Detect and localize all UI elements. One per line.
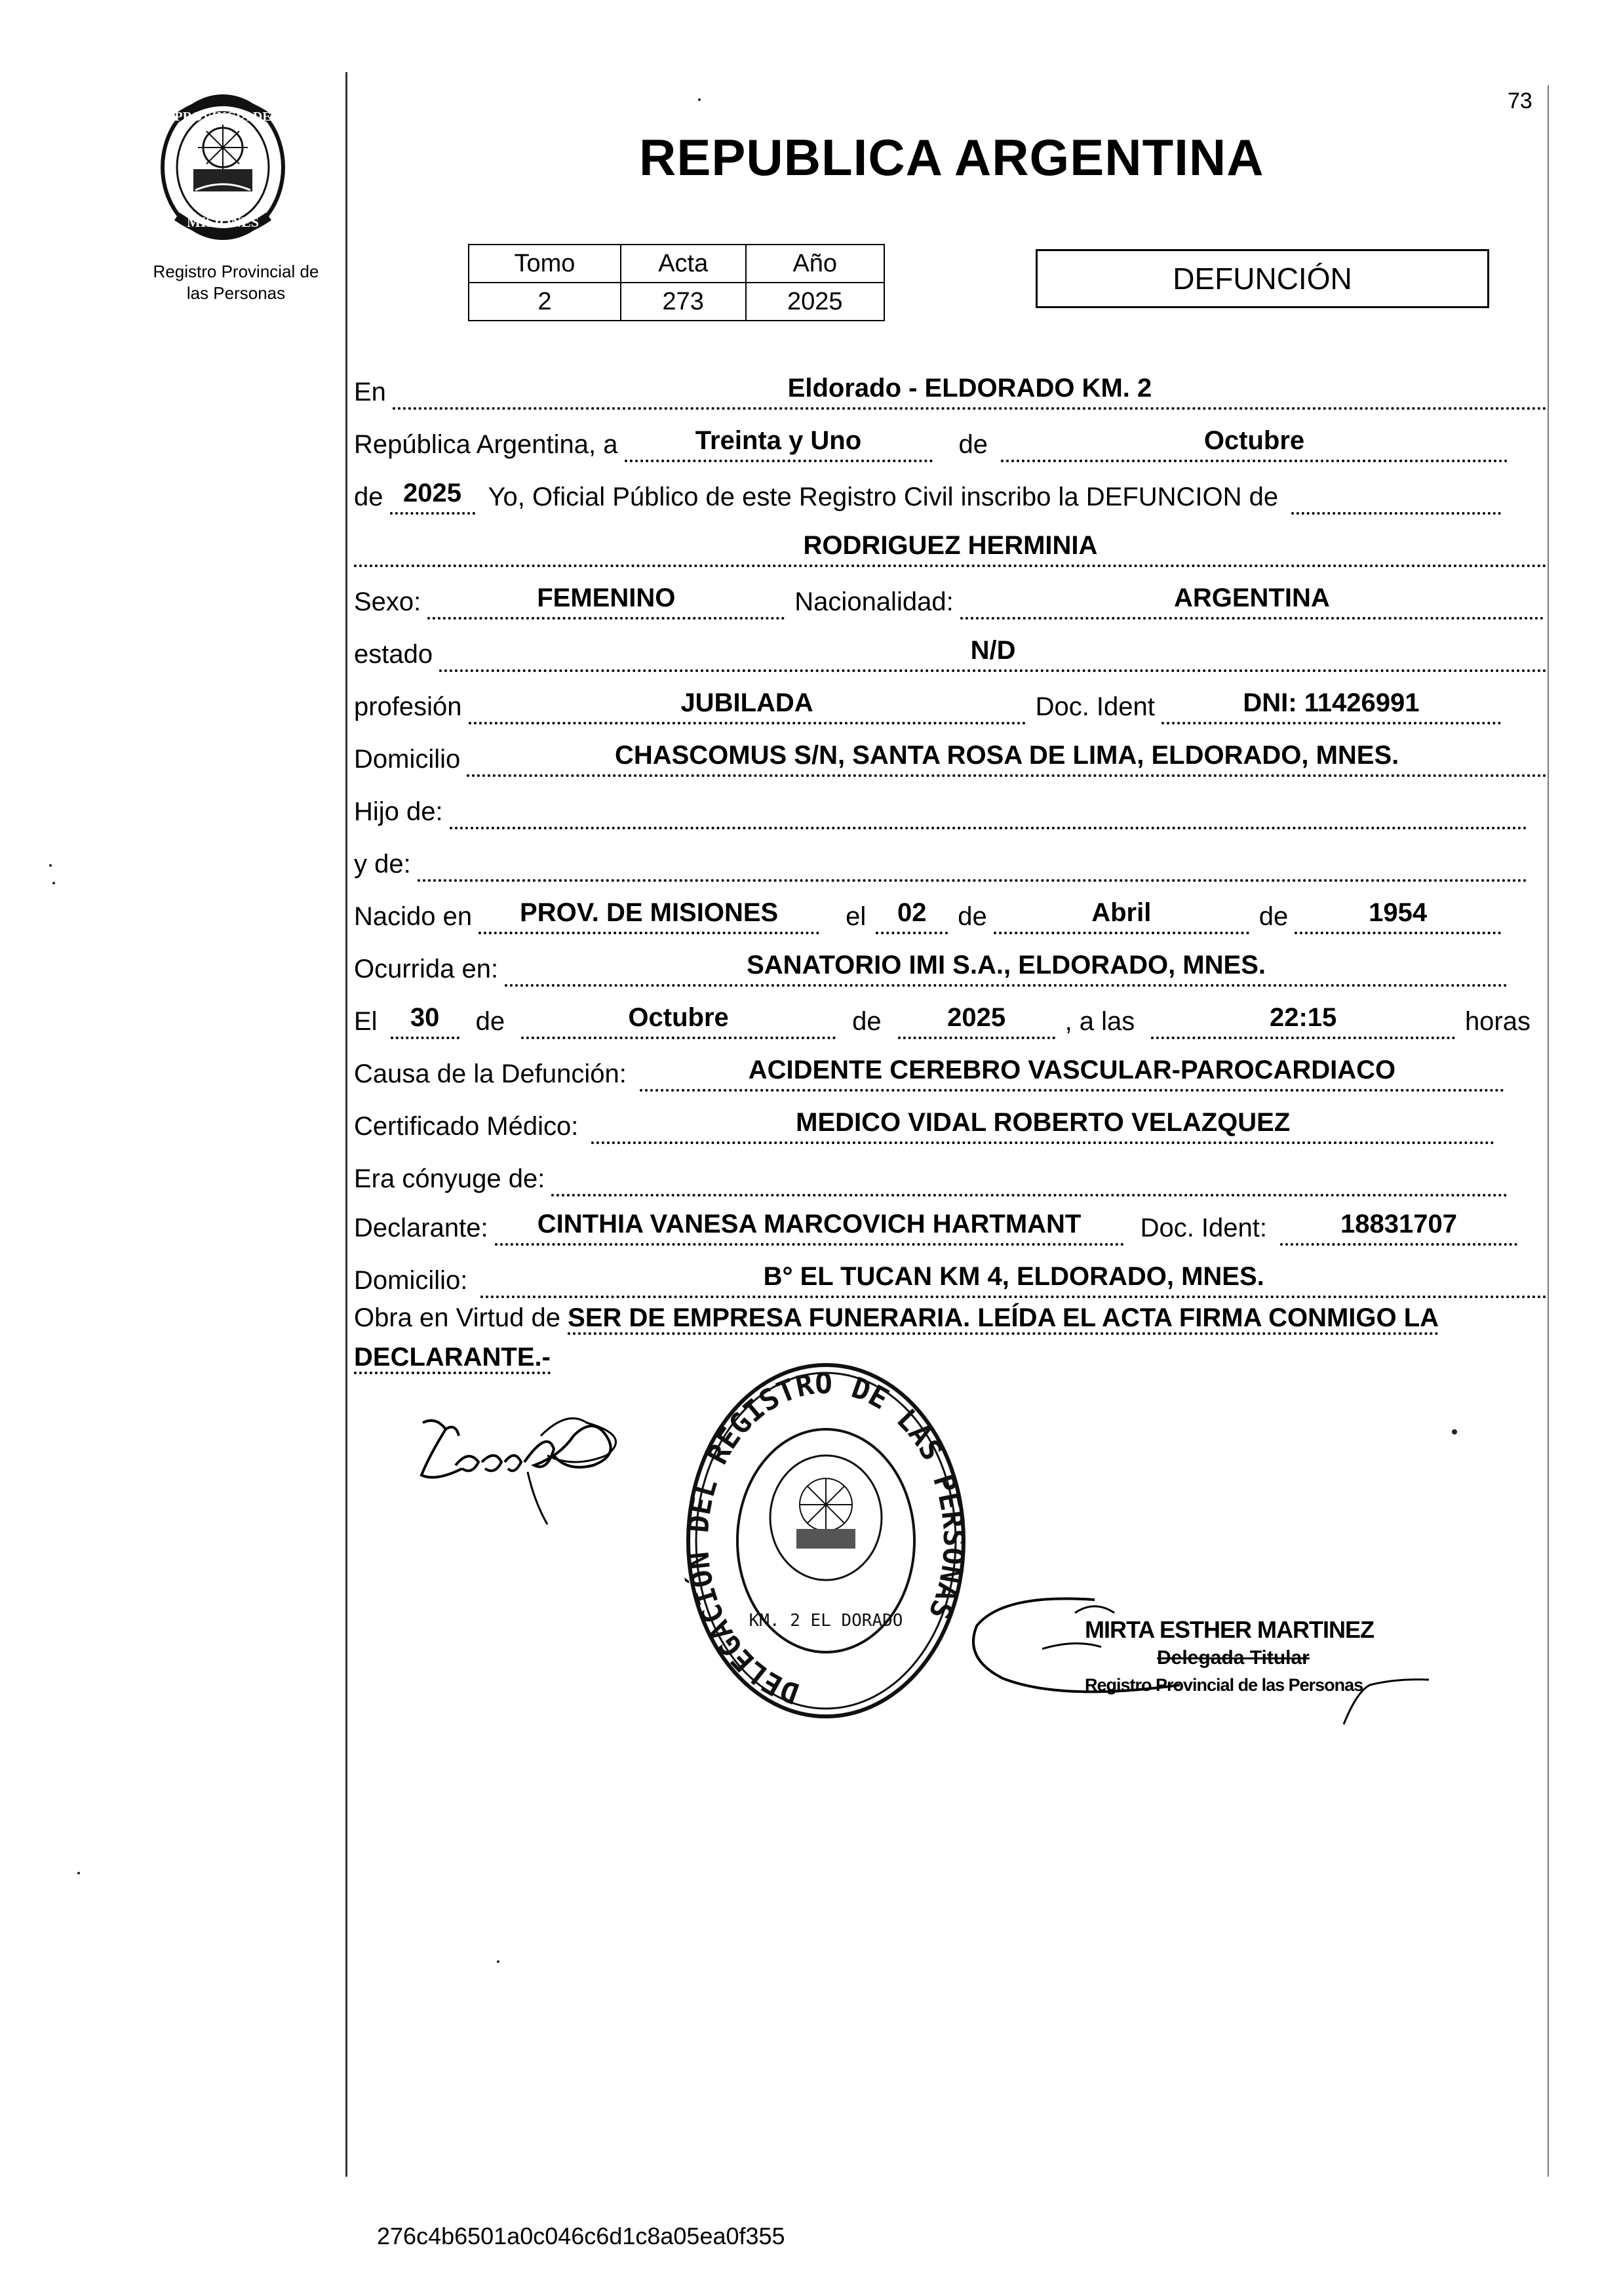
label-doc-ident: Doc. Ident <box>1035 692 1155 721</box>
document-hash: 276c4b6501a0c046c6d1c8a05ea0f355 <box>377 2223 785 2249</box>
official-role: Delegada Titular <box>1157 1647 1310 1669</box>
row-sexo <box>354 580 1544 620</box>
field-declarante-domicilio: B° EL TUCAN KM 4, ELDORADO, MNES. <box>480 1260 1547 1298</box>
document-type: DEFUNCIÓN <box>1173 262 1352 296</box>
registry-line-2: las Personas <box>186 283 286 303</box>
scan-speck <box>1452 1429 1457 1435</box>
tomo-header: Tomo <box>469 245 621 283</box>
field-obra-line-2: DECLARANTE.- <box>354 1343 551 1374</box>
scan-speck <box>77 1872 80 1874</box>
row-fecha-defuncion <box>354 1000 1531 1039</box>
field-obra-line-1: SER DE EMPRESA FUNERARIA. LEÍDA EL ACTA FIRMA CONMIGO LA <box>568 1303 1439 1335</box>
reference-table <box>468 244 885 321</box>
row-domicilio-declarante <box>354 1259 1547 1298</box>
field-mes: Octubre <box>1001 424 1508 462</box>
row-ocurrida <box>354 947 1508 987</box>
page-title: REPUBLICA ARGENTINA <box>639 129 1264 186</box>
field-profesion: JUBILADA <box>469 686 1026 724</box>
label-obra: Obra en Virtud de <box>354 1303 561 1332</box>
label-el: el <box>846 902 867 931</box>
field-declarante: CINTHIA VANESA MARCOVICH HARTMANT <box>495 1208 1124 1246</box>
left-margin-rule <box>345 72 347 2177</box>
label-estado: estado <box>354 640 433 669</box>
label-de-anio-nac: de <box>1258 902 1289 931</box>
label-ocurrida-en: Ocurrida en: <box>354 955 499 983</box>
scan-speck <box>49 864 52 867</box>
row-declarante <box>354 1206 1517 1246</box>
label-de: de <box>958 430 988 459</box>
label-causa: Causa de la Defunción: <box>354 1059 627 1088</box>
label-y-de: y de: <box>354 850 411 879</box>
anio-value: 2025 <box>746 283 884 321</box>
tomo-value: 2 <box>469 283 621 321</box>
emblem-text-top: PROVINCIA DE <box>174 109 271 124</box>
field-def-mes: Octubre <box>521 1001 836 1039</box>
page-number: 73 <box>1508 89 1532 113</box>
reference-header-row <box>469 245 884 283</box>
row-conyuge <box>354 1157 1508 1197</box>
label-certificado: Certificado Médico: <box>354 1112 579 1141</box>
label-nacido-en: Nacido en <box>354 902 473 931</box>
acta-header: Acta <box>621 245 746 283</box>
field-nacionalidad: ARGENTINA <box>960 582 1544 620</box>
field-nombre: RODRIGUEZ HERMINIA <box>354 529 1547 567</box>
row-profesion <box>354 685 1501 724</box>
label-de-mes: de <box>958 902 987 931</box>
label-horas: horas <box>1464 1007 1531 1036</box>
label-profesion: profesión <box>354 692 462 721</box>
label-el-cap: El <box>354 1007 378 1036</box>
field-causa: ACIDENTE CEREBRO VASCULAR-PAROCARDIACO <box>640 1054 1504 1092</box>
row-hijo-de <box>354 790 1527 829</box>
row-certificado <box>354 1105 1494 1144</box>
field-nacido-en: PROV. DE MISIONES <box>478 896 819 934</box>
official-signature-stamp <box>964 1587 1449 1737</box>
label-doc-ident-2: Doc. Ident: <box>1140 1214 1267 1242</box>
label-de-def-anio: de <box>852 1007 882 1036</box>
label-sexo: Sexo: <box>354 587 421 616</box>
label-declarante: Declarante: <box>354 1214 488 1242</box>
registry-seal <box>682 1357 970 1724</box>
emblem-text-bottom: MISIONES <box>186 214 260 230</box>
field-dia-letras: Treinta y Uno <box>625 424 933 462</box>
field-sexo: FEMENINO <box>427 582 785 620</box>
misiones-emblem <box>157 92 288 243</box>
row-y-de <box>354 842 1527 882</box>
field-anio: 2025 <box>390 477 475 515</box>
document-type-box <box>1036 249 1489 308</box>
field-inscribo-blank <box>1291 477 1501 515</box>
row-causa <box>354 1052 1504 1092</box>
row-nacido <box>354 895 1501 934</box>
scan-speck <box>52 882 55 884</box>
field-certificado: MEDICO VIDAL ROBERTO VELAZQUEZ <box>591 1106 1494 1144</box>
row-domicilio <box>354 738 1547 777</box>
right-margin-rule <box>1548 85 1549 2177</box>
field-nac-anio: 1954 <box>1295 896 1501 934</box>
label-nacionalidad: Nacionalidad: <box>794 587 954 616</box>
anio-header: Año <box>746 245 884 283</box>
declarant-signature <box>410 1410 646 1534</box>
official-name: MIRTA ESTHER MARTINEZ <box>1085 1616 1374 1643</box>
field-ocurrida-en: SANATORIO IMI S.A., ELDORADO, MNES. <box>505 949 1508 987</box>
label-de-def-mes: de <box>475 1007 505 1036</box>
row-inscripcion <box>354 475 1501 515</box>
label-conyuge: Era cónyuge de: <box>354 1164 545 1193</box>
label-republica: República Argentina, a <box>354 430 618 459</box>
label-hijo-de: Hijo de: <box>354 797 443 826</box>
field-y-de <box>418 844 1527 882</box>
registry-name <box>125 261 347 304</box>
field-nac-dia: 02 <box>876 896 948 934</box>
field-nac-mes: Abril <box>994 896 1249 934</box>
scan-speck <box>497 1960 499 1963</box>
reference-value-row <box>469 283 884 321</box>
label-en: En <box>354 378 386 406</box>
scan-speck <box>698 98 701 101</box>
field-lugar: Eldorado - ELDORADO KM. 2 <box>393 372 1547 410</box>
field-conyuge <box>551 1158 1508 1197</box>
acta-value: 273 <box>621 283 746 321</box>
label-domicilio-2: Domicilio: <box>354 1266 468 1295</box>
field-def-dia: 30 <box>391 1001 459 1039</box>
field-hijo-de <box>450 791 1527 829</box>
seal-ring-text: DELEGACIÓN DEL REGISTRO DE LAS PERSONAS <box>682 1366 970 1711</box>
official-office: Registro Provincial de las Personas <box>1085 1675 1363 1695</box>
label-de-anio: de <box>354 483 383 511</box>
field-documento: DNI: 11426991 <box>1161 686 1501 724</box>
seal-inner-text: KM. 2 EL DORADO <box>749 1611 903 1631</box>
label-inscribo: Yo, Oficial Público de este Registro Civil inscribo la DEFUNCION de <box>488 483 1279 511</box>
row-nombre <box>354 528 1547 567</box>
label-a-las: , a las <box>1064 1007 1135 1036</box>
label-domicilio: Domicilio <box>354 745 461 774</box>
field-def-hora: 22:15 <box>1151 1001 1455 1039</box>
field-estado: N/D <box>439 634 1547 672</box>
field-domicilio: CHASCOMUS S/N, SANTA ROSA DE LIMA, ELDORADO, MNES. <box>467 739 1547 777</box>
row-estado <box>354 633 1547 672</box>
row-lugar <box>354 370 1547 410</box>
row-fecha <box>354 423 1508 462</box>
field-declarante-doc: 18831707 <box>1280 1208 1517 1246</box>
registry-line-1: Registro Provincial de <box>153 262 319 281</box>
field-def-anio: 2025 <box>898 1001 1055 1039</box>
